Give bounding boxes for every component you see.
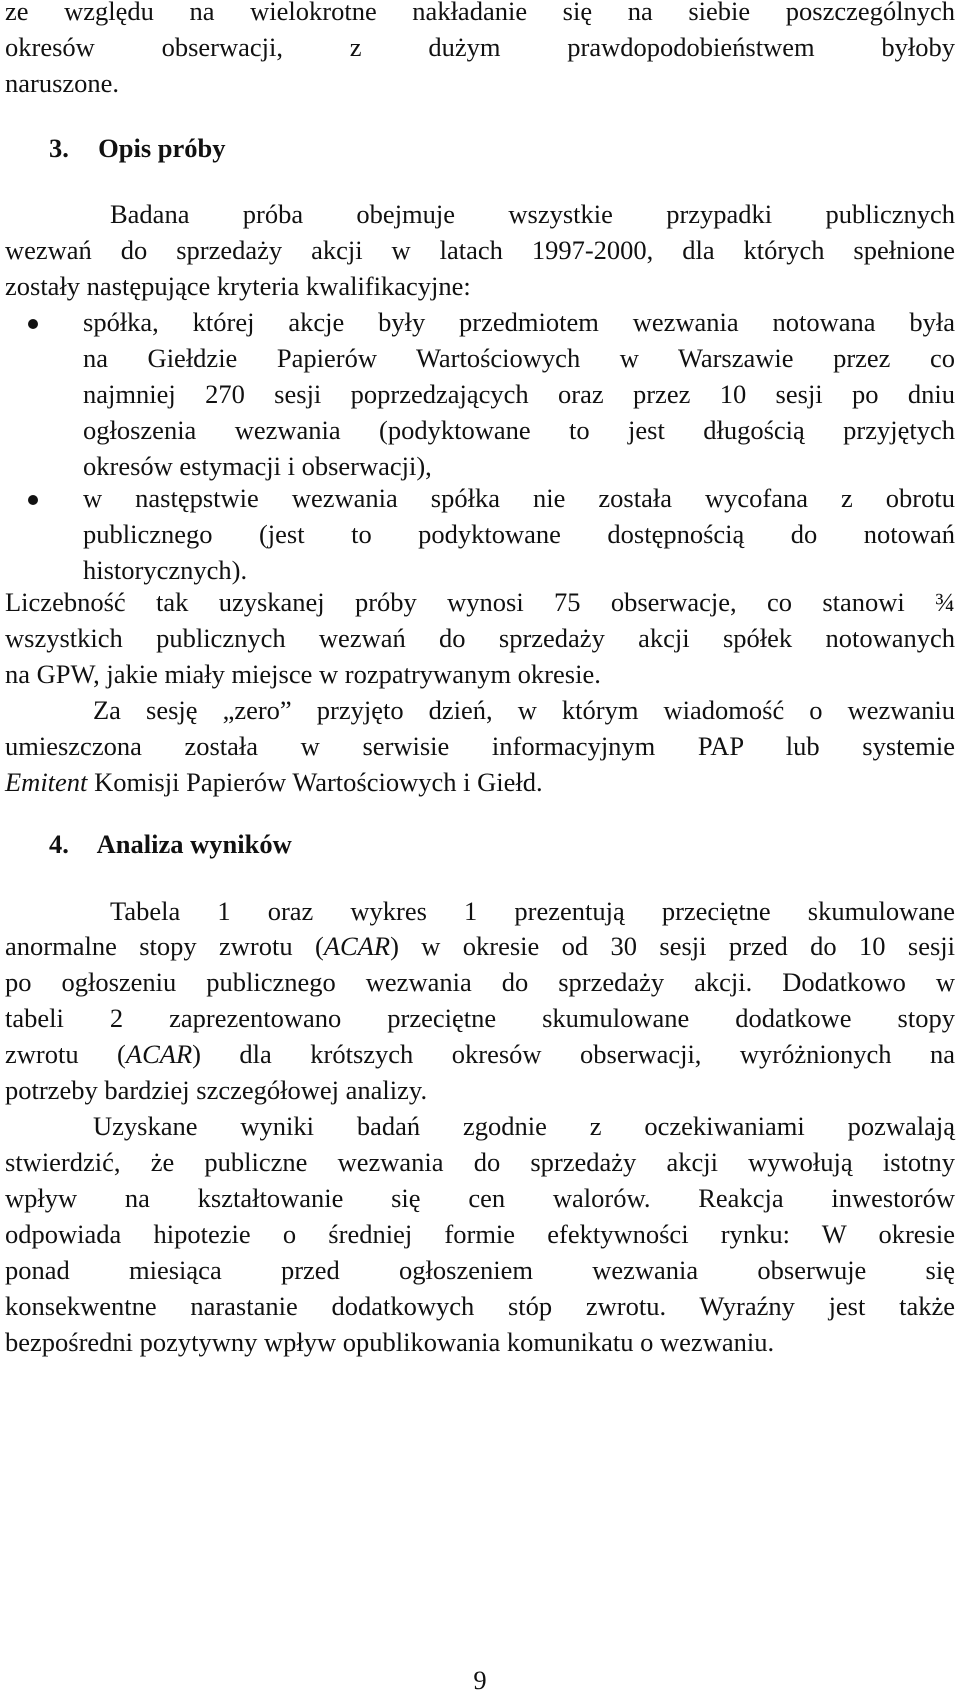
text-line: historycznych). <box>83 555 248 585</box>
text-line: naruszone. <box>5 68 120 98</box>
italic-term: ACAR <box>125 1039 193 1069</box>
page-number: 9 <box>473 1665 487 1695</box>
text-line: po ogłoszeniu publicznego wezwania do sprzedaży akcji. Dodatkowo w <box>5 967 955 997</box>
italic-term: ACAR <box>323 931 391 961</box>
text-line: na Giełdzie Papierów Wartościowych w Warszawie przez co <box>83 343 955 373</box>
text-line: Badana próba obejmuje wszystkie przypadki publicznych <box>110 199 955 229</box>
text-line: wpływ na kształtowanie się cen walorów. Reakcja inwestorów <box>5 1183 955 1213</box>
section-number: 4. <box>49 829 69 859</box>
section-title: Analiza wyników <box>96 829 292 859</box>
text-line: na GPW, jakie miały miejsce w rozpatrywanym okresie. <box>5 659 601 689</box>
text-line: Tabela 1 oraz wykres 1 prezentują przeciętne skumulowane <box>110 896 955 926</box>
text-line: ogłoszenia wezwania (podyktowane to jest długością przyjętych <box>83 415 955 445</box>
bullet-icon <box>28 319 38 329</box>
text-line: spółka, której akcje były przedmiotem wezwania notowana była <box>83 307 955 337</box>
text-line: w następstwie wezwania spółka nie została wycofana z obrotu <box>83 483 955 513</box>
italic-term: Emitent <box>5 767 88 797</box>
text-line: wezwań do sprzedaży akcji w latach 1997-2000, dla których spełnione <box>5 235 955 265</box>
text-line: ze względu na wielokrotne nakładanie się na siebie poszczególnych <box>5 0 955 26</box>
document-page <box>5 0 955 1703</box>
text-line: wszystkich publicznych wezwań do sprzedaży akcji spółek notowanych <box>5 623 955 653</box>
section-title: Opis próby <box>98 133 226 163</box>
text-line: ponad miesiąca przed ogłoszeniem wezwania obserwuje się <box>5 1255 955 1285</box>
text-line: Uzyskane wyniki badań zgodnie z oczekiwaniami pozwalają <box>93 1111 955 1141</box>
text-line: bezpośredni pozytywny wpływ opublikowania komunikatu o wezwaniu. <box>5 1327 775 1357</box>
section-number: 3. <box>49 133 69 163</box>
text-line: stwierdzić, że publiczne wezwania do sprzedaży akcji wywołują istotny <box>5 1147 955 1177</box>
text-line: anormalne stopy zwrotu (ACAR) w okresie od 30 sesji przed do 10 sesji <box>5 931 955 961</box>
text-line: najmniej 270 sesji poprzedzających oraz przez 10 sesji po dniu <box>83 379 955 409</box>
text-line: zostały następujące kryteria kwalifikacyjne: <box>5 271 471 301</box>
bullet-icon <box>28 495 38 505</box>
text-line: potrzeby bardziej szczegółowej analizy. <box>5 1075 428 1105</box>
text-line: zwrotu (ACAR) dla krótszych okresów obserwacji, wyróżnionych na <box>5 1039 955 1069</box>
section-heading-3 <box>49 130 226 166</box>
text-line: publicznego (jest to podyktowane dostępnością do notowań <box>83 519 955 549</box>
section-heading-4 <box>49 826 292 862</box>
text-line: umieszczona została w serwisie informacyjnym PAP lub systemie <box>5 731 955 761</box>
text-line: okresów estymacji i obserwacji), <box>83 451 432 481</box>
text-line: Emitent Komisji Papierów Wartościowych i Giełd. <box>5 767 543 797</box>
text-line: tabeli 2 zaprezentowano przeciętne skumulowane dodatkowe stopy <box>5 1003 955 1033</box>
text-line: konsekwentne narastanie dodatkowych stóp zwrotu. Wyraźny jest także <box>5 1291 955 1321</box>
text-line: Za sesję „zero” przyjęto dzień, w którym wiadomość o wezwaniu <box>93 695 955 725</box>
text-line: okresów obserwacji, z dużym prawdopodobieństwem byłoby <box>5 32 955 62</box>
text-line: odpowiada hipotezie o średniej formie efektywności rynku: W okresie <box>5 1219 955 1249</box>
text-line: Liczebność tak uzyskanej próby wynosi 75 obserwacje, co stanowi ¾ <box>5 587 955 617</box>
